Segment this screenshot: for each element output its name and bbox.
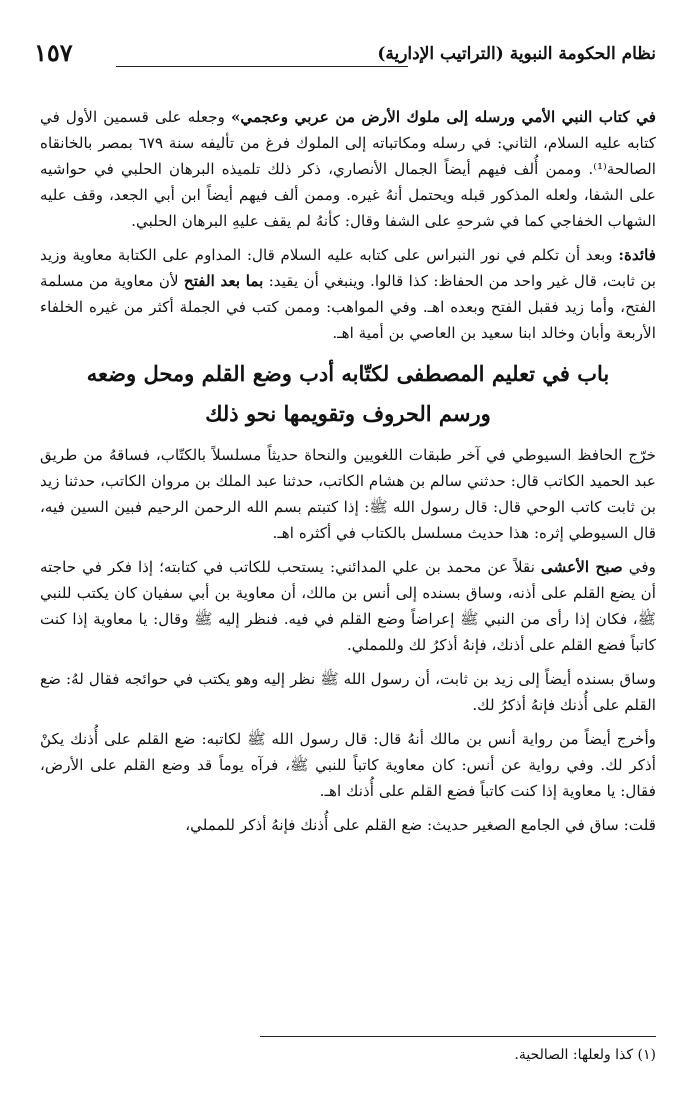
note-label: فائدة: [618,246,656,264]
footnote: (١) كذا ولعلها: الصالحية. [514,1047,656,1063]
paragraph-1-text: وجعله على قسمين الأول في كتابه عليه السلام، الثاني: في رسله ومكاتباته إلى الملوك فرغ من تأليفه سنة ٦٧٩ بمصر بالخانقاه الصالحة⁽¹⁾. وممن أُلف فيهم أيضاً الجمال الأنصاري، ذكر ذلك تلميذه البرهان الحلبي في حواشيه على الشفا، ولعله المذكور قبله ويحتمل أنهُ غيره. وممن ألف فيهم أيضاً ابن أبي الجعد، وقف عليه الشهاب الخفاجي كما في شرحهِ على الشفا وقال: كأنهُ لم يقف عليهِ البرهان الحلبي. [40,108,656,230]
book-title-continuation: في كتاب النبي الأمي ورسله إلى ملوك الأرض من عربي وعجمي» [230,108,656,126]
chapter-heading [40,354,656,434]
page-number: ١٥٧ [34,38,73,67]
page-header [34,38,656,78]
paragraph-2-end: لأن معاوية من مسلمة الفتح، وأما زيد فقبل الفتح وبعده اهـ. وفي المواهب: وممن كتب في الجملة أكثر من غيره الخلفاء الأربعة وأبان وخالد ابنا سعيد بن العاصي بن أمية اهـ. [40,272,656,342]
paragraph-2-text: وبعد أن تكلم في نور النبراس على كتابه عليه السلام قال: المداوم على الكتابة معاوية وزيد بن ثابت، قال غير واحد من الحفاظ: كذا قالوا. وينبغي أن يقيد: [40,246,657,290]
book-title-subh: صبح الأعشى [540,558,623,576]
paragraph-4 [40,554,656,658]
paragraph-7: قلت: ساق في الجامع الصغير حديث: ضع القلم على أُذنك فإنهُ أذكر للمملي، [185,816,656,834]
paragraph-6: وأخرج أيضاً من رواية أنس بن مالك أنهُ قال: قال رسول الله ﷺ لكاتبه: ضع القلم على أُذنك يكنْ أذكر لك. وفي رواية عن أنس: كان معاوية كاتباً للنبي ﷺ، فرآه يوماً قد وضع القلم على الأرض، فقال: يا معاوية إذا كنت كاتباً فضع القلم على أُذنك اهـ. [40,730,656,800]
page-body [40,104,656,846]
emphasis-after-conquest: بما بعد الفتح [183,272,264,290]
running-title: نظام الحكومة النبوية (التراتيب الإدارية) [377,44,656,64]
paragraph-3: خرّج الحافظ السيوطي في آخر طبقات اللغويين والنحاة حديثاً مسلسلاً بالكتّاب، فساقهُ من طريق عبد الحميد الكاتب قال: حدثني سالم بن هشام الكاتب، حدثنا عبد الملك بن مروان الكاتب، حدثنا زيد بن ثابت كاتب الوحي قال: قال رسول الله ﷺ: إذا كتبتم بسم الله الرحمن الرحيم فبين السين فيه، قال السيوطي إثره: هذا حديث مسلسل بالكتاب في أكثره اهـ. [40,446,656,542]
paragraph-2 [40,242,656,346]
paragraph-1 [40,104,656,234]
footnote-rule [260,1036,656,1037]
paragraph-4-open: وفي [622,558,656,576]
chapter-heading-line-1: باب في تعليم المصطفى لكتّابه أدب وضع القلم ومحل وضعه [86,361,610,386]
header-rule [116,66,408,67]
paragraph-4-text: نقلاً عن محمد بن علي المدائني: يستحب للكاتب في كتابته؛ إذا فكر في حاجته أن يضع القلم على أذنه، وساق بسنده إلى أنس بن مالك، أن معاوية بن أبي سفيان كان يكتب للنبي ﷺ، فكان إذا رأى من النبي ﷺ إعراضاً وضع القلم في فيه. فنظر إليه ﷺ وقال: يا معاوية إذا كنت كاتباً فضع القلم على أذنك، فإنهُ أذكرُ لك وللمملي. [40,558,656,654]
paragraph-5: وساق بسنده أيضاً إلى زيد بن ثابت، أن رسول الله ﷺ نظر إليه وهو يكتب في حوائجه فقال لهُ: ضع القلم على أُذنك فإنهُ أذكرُ لك. [40,670,656,714]
chapter-heading-line-2: ورسم الحروف وتقويمها نحو ذلك [205,401,491,426]
